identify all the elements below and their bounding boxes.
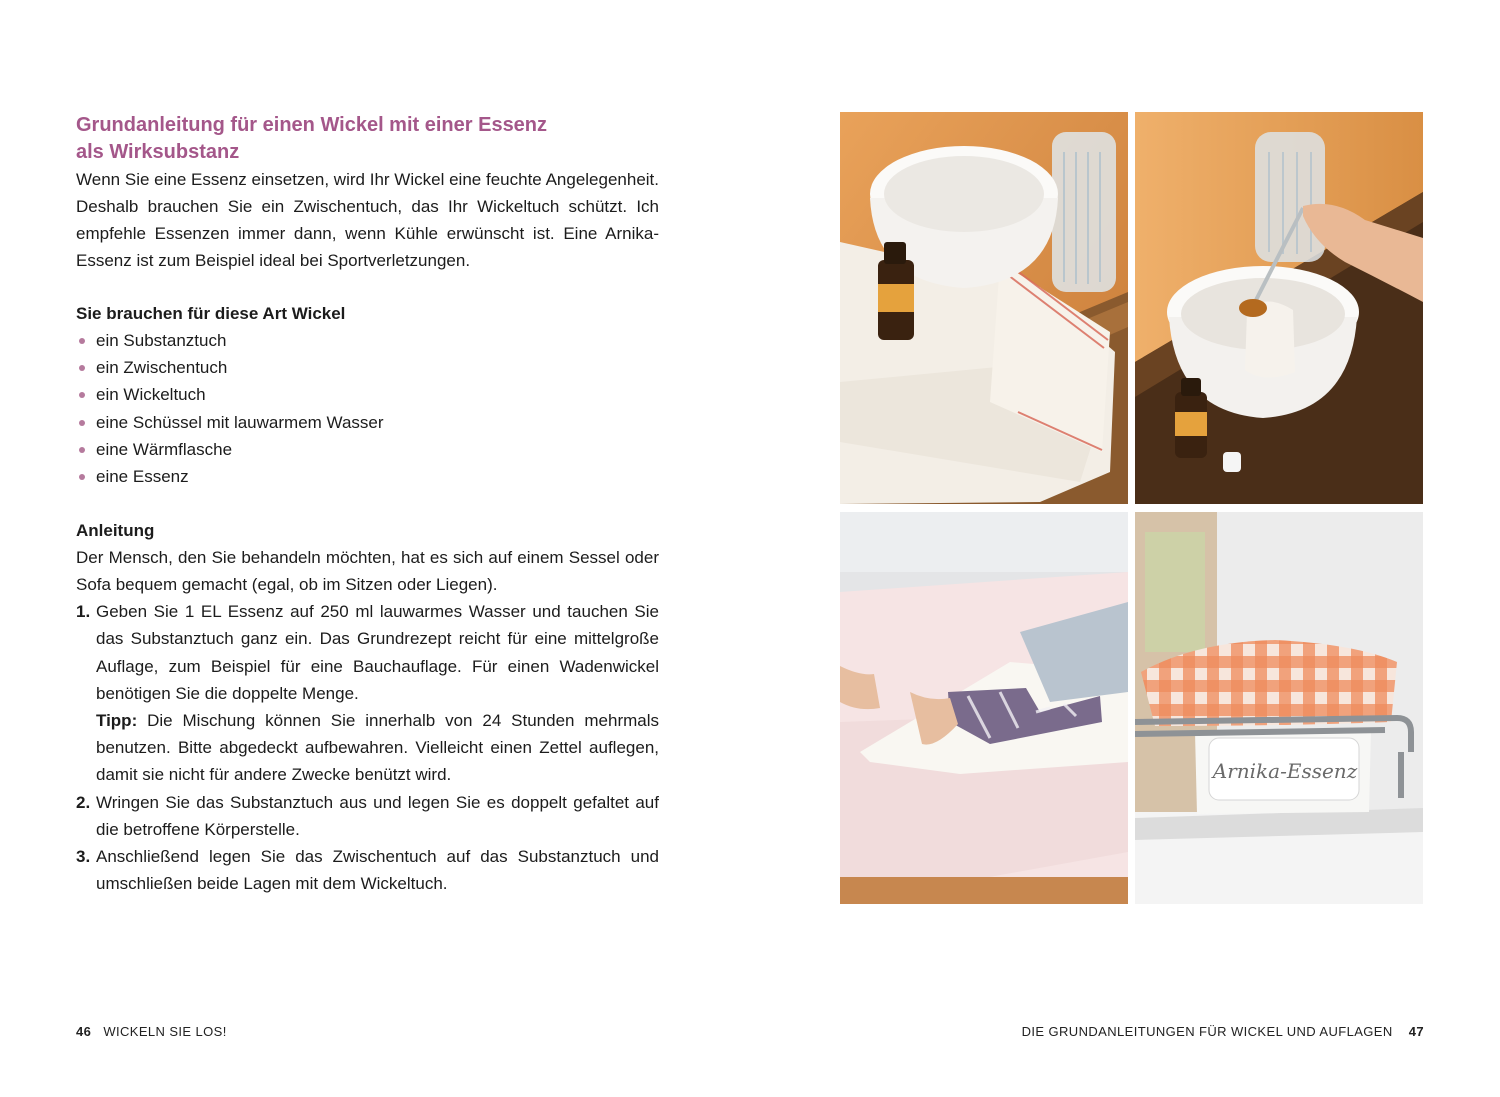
section-heading-line-1: Grundanleitung für einen Wickel mit einer Essenz	[76, 114, 548, 136]
intro-paragraph: Wenn Sie eine Essenz einsetzen, wird Ihr Wickel eine feuchte Angelegenheit. Deshalb brauchen Sie ein Zwischentuch, das Ihr Wickeltuch schützt. Ich empfehle Essenzen immer dann, wenn Kühle erwünscht ist. Eine Arnika-Essenz ist zum Beispiel ideal bei Sportverletzungen.	[76, 170, 659, 270]
photo-grid	[840, 112, 1423, 904]
step-item	[76, 843, 659, 897]
photo-spoon-bowl	[1135, 112, 1423, 504]
footer-right	[1022, 1024, 1424, 1039]
step-number: 2.	[76, 792, 91, 812]
left-page-content	[76, 112, 659, 897]
step-text: Wringen Sie das Substanztuch aus und legen Sie es doppelt gefaltet auf die betroffene Körperstelle.	[96, 792, 659, 839]
step-item	[76, 598, 659, 788]
instructions-steps	[76, 598, 659, 897]
tip-note	[96, 711, 659, 784]
bullet-dot	[79, 338, 85, 344]
photo-arnika-jar	[1135, 512, 1423, 904]
photo-bowl-towels	[840, 112, 1128, 504]
needs-title: Sie brauchen für diese Art Wickel	[76, 304, 346, 323]
list-item: eine Schüssel mit lauwarmem Wasser	[76, 409, 659, 436]
section-heading-line-2: als Wirksubstanz	[76, 141, 240, 163]
step-number: 1.	[76, 602, 91, 622]
bullet-dot	[79, 392, 85, 398]
footer-left	[76, 1024, 227, 1039]
arnika-jar-illustration	[1135, 512, 1423, 904]
step-text: Geben Sie 1 EL Essenz auf 250 ml lauwarmes Wasser und tauchen Sie das Substanztuch ganz ein. Das Grundrezept reicht für eine mittelgroße Auflage, zum Beispiel für eine Bauchauflage. Für einen Wadenwickel benötigen Sie die doppelte Menge.	[96, 602, 659, 703]
list-item: eine Essenz	[76, 463, 659, 490]
step-number: 3.	[76, 847, 91, 867]
jar-label-text: Arnika-Essenz	[1212, 759, 1358, 783]
tip-label: Tipp:	[96, 711, 138, 731]
step-text: Anschließend legen Sie das Zwischentuch auf das Substanztuch und umschließen beide Lagen mit dem Wickeltuch.	[96, 847, 659, 894]
bullet-dot	[79, 365, 85, 371]
spoon-bowl-illustration	[1135, 112, 1423, 504]
running-title-left: WICKELN SIE LOS!	[103, 1024, 227, 1039]
feet-sofa-illustration	[840, 512, 1128, 904]
list-item: ein Zwischentuch	[76, 354, 659, 381]
instructions-title: Anleitung	[76, 521, 155, 541]
list-item: ein Substanztuch	[76, 327, 659, 354]
section-heading	[76, 112, 659, 166]
photo-feet-sofa	[840, 512, 1128, 904]
step-item	[76, 789, 659, 843]
page-number-right: 47	[1408, 1024, 1424, 1039]
page-number-left: 46	[76, 1024, 92, 1039]
running-title-right: DIE GRUNDANLEITUNGEN FÜR WICKEL UND AUFLAGEN	[1021, 1024, 1393, 1039]
needs-list	[76, 327, 659, 490]
bullet-dot	[79, 474, 85, 480]
instructions-intro: Der Mensch, den Sie behandeln möchten, hat es sich auf einem Sessel oder Sofa bequem gemacht (egal, ob im Sitzen oder Liegen).	[76, 548, 659, 595]
list-item: ein Wickeltuch	[76, 381, 659, 408]
tip-text: Die Mischung können Sie innerhalb von 24 Stunden mehrmals benutzen. Bitte abgedeckt aufbewahren. Vielleicht einen Zettel auflegen, damit sie nicht für andere Zwecke benützt wird.	[96, 711, 659, 785]
bullet-dot	[79, 420, 85, 426]
bullet-dot	[79, 447, 85, 453]
list-item: eine Wärmflasche	[76, 436, 659, 463]
bowl-towels-illustration	[840, 112, 1128, 504]
